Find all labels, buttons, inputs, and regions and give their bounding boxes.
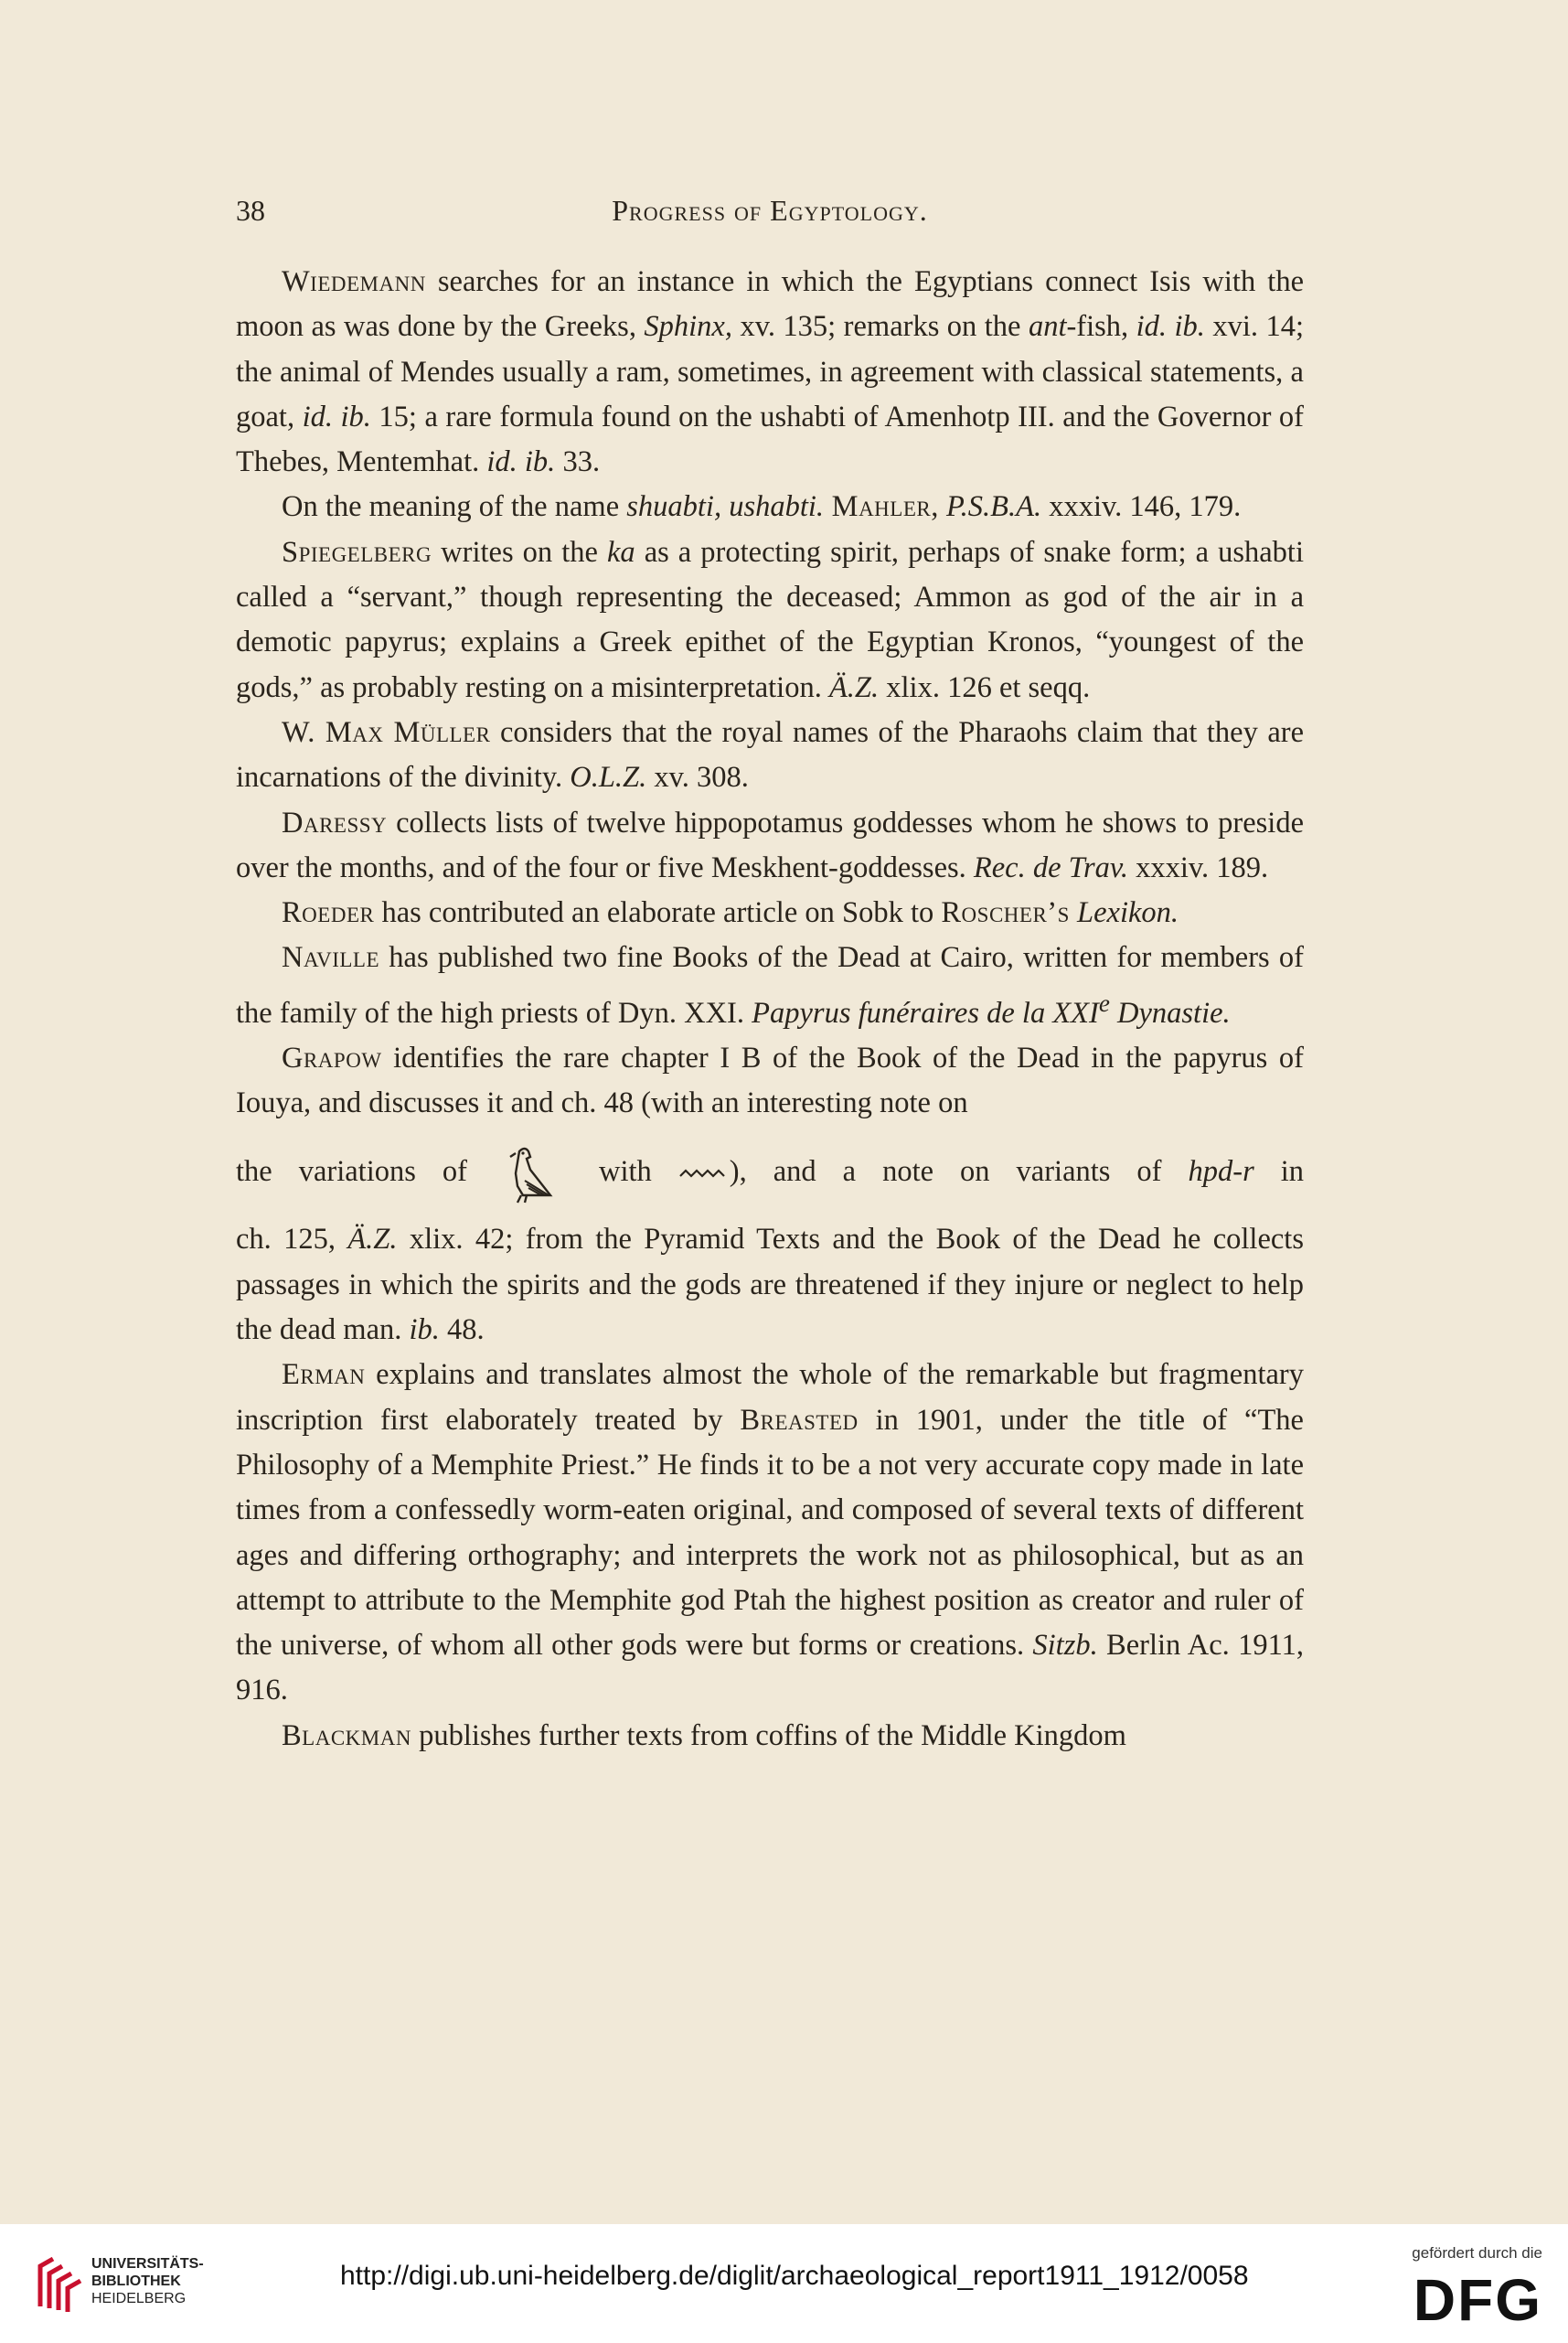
grapow-continuation: ch. 125, Ä.Z. xlix. 42; from the Pyramid Texts and the Book of the Dead he collects passages in which the spirits and the gods are threatened if they injure or neglect to help the dead man. ib. 48. bbox=[236, 1223, 1304, 1347]
page-header bbox=[236, 194, 1304, 240]
running-title: Progress of Egyptology. bbox=[612, 194, 928, 227]
viewer-footer bbox=[0, 2224, 1568, 2343]
university-library-logo-icon bbox=[33, 2252, 88, 2317]
paragraph-mahler: On the meaning of the name shuabti, ushabti. Mahler, P.S.B.A. xxxiv. 146, 179. bbox=[282, 490, 1242, 524]
paragraph-spiegelberg: Spiegelberg writes on the ka as a protecting spirit, perhaps of snake form; a ushabti called a “servant,” though representing the deceased; Ammon as god of the air in a demotic papyrus; explains a Greek epithet of the Egyptian Kronos, “youngest of the gods,” as probably resting on a misinterpretation. Ä.Z. xlix. 126 et seqq. bbox=[236, 535, 1304, 704]
paragraph-erman: Erman explains and translates almost the whole of the remarkable but fragmentary inscription first elaborately treated by Breasted in 1901, under the title of “The Philosophy of a Memphite Priest.” He finds it to be a not very accurate copy made in late times from a confessedly worm-eaten original, and composed of several texts of different ages and differing orthography; and interprets the work not as philosophical, but as an attempt to attribute to the Memphite god Ptah the highest position as creator and ruler of the universe, of whom all other gods were but forms or creations. Sitzb. Berlin Ac. 1911, 916. bbox=[236, 1358, 1304, 1707]
paragraph-grapow: Grapow identifies the rare chapter I B of the Book of the Dead in the papyrus of Iouya, and discusses it and ch. 48 (with an interesting note on bbox=[236, 1041, 1304, 1120]
paragraph-muller: W. Max Müller considers that the royal names of the Pharaohs claim that they are incarnations of the divinity. O.L.Z. xv. 308. bbox=[236, 715, 1304, 795]
dfg-logo: DFG bbox=[1413, 2267, 1542, 2333]
paragraph-daressy: Daressy collects lists of twelve hippopotamus goddesses whom he shows to preside over the months, and of the four or five Meskhent-goddesses. Rec. de Trav. xxxiv. 189. bbox=[236, 806, 1304, 884]
paragraph-naville: Naville has published two fine Books of the Dead at Cairo, written for members of the family of the high priests of Dyn. XXI. Papyrus funéraires de la XXIe Dynastie. bbox=[236, 941, 1304, 1030]
grapow-hieroglyph-line: the variations of with ), and a note on variants of hpd-r in bbox=[236, 1126, 1304, 1217]
permalink-url[interactable]: http://digi.ub.uni-heidelberg.de/diglit/archaeological_report1911_1912/0058 bbox=[340, 2261, 1249, 2291]
funding-note: gefördert durch die bbox=[1412, 2244, 1542, 2262]
paragraph-blackman: Blackman publishes further texts from coffins of the Middle Kingdom bbox=[282, 1718, 1126, 1752]
body-text bbox=[236, 260, 1304, 1759]
paragraph-roeder: Roeder has contributed an elaborate article on Sobk to Roscher’s Lexikon. bbox=[282, 896, 1179, 930]
vulture-hieroglyph-icon bbox=[507, 1144, 560, 1204]
library-name: UNIVERSITÄTS- BIBLIOTHEK HEIDELBERG bbox=[91, 2256, 204, 2306]
page-number: 38 bbox=[236, 194, 265, 227]
paragraph-wiedemann: Wiedemann searches for an instance in which the Egyptians connect Isis with the moon as was done by the Greeks, Sphinx, xv. 135; remarks on the ant-fish, id. ib. xvi. 14; the animal of Mendes usually a ram, sometimes, in agreement with classical statements, a goat, id. ib. 15; a rare formula found on the ushabti of Amenhotp III. and the Governor of Thebes, Mentemhat. id. ib. 33. bbox=[236, 265, 1305, 479]
water-hieroglyph-icon bbox=[678, 1165, 730, 1183]
